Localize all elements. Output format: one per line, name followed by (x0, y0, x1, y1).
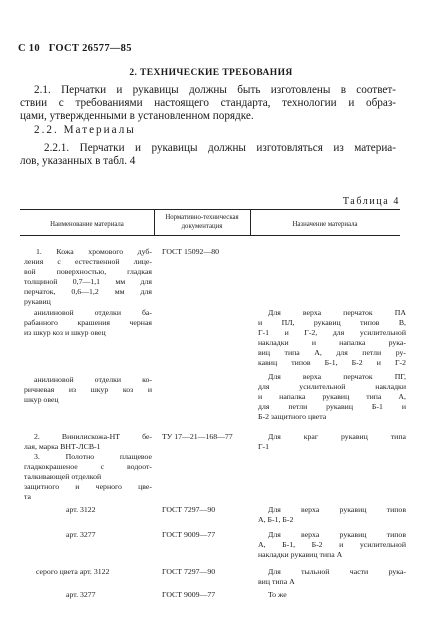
page-number: С 10 (18, 43, 40, 54)
table-top-rule (20, 209, 400, 210)
r1b-purpose-line-2: для усилительной накладки (258, 382, 406, 391)
r1a-name-line-1: анилиновой отделки ба- (34, 308, 152, 317)
standard-number: ГОСТ 26577—85 (48, 43, 132, 54)
para-2-1-line-2: ствии с требованиями настоящего стандарта, технологии и образ- (20, 97, 396, 109)
r3c-doc: ГОСТ 7297—90 (162, 567, 216, 576)
r2-purpose-line-2: Г-1 (258, 442, 270, 451)
r3c-name: серого цвета арт. 3122 (36, 567, 110, 576)
r1-name-line-5: перчаток, 0,6—1,2 мм для (24, 287, 152, 296)
r3a-doc: ГОСТ 7297—90 (162, 505, 216, 514)
page-header (18, 43, 132, 54)
r1b-purpose-line-3: и напалка рукавиц типа А, (258, 392, 406, 401)
th-material-name: Наименование материала (50, 221, 124, 228)
r1b-purpose-line-4: для петли рукавиц Б-1 и (258, 402, 406, 411)
r1a-purpose-line-4: накладки и напалка рука- (258, 338, 406, 347)
r1a-name-line-2: рабанного крашения черная (24, 318, 152, 327)
r3b-doc: ГОСТ 9009—77 (162, 530, 216, 539)
r1a-purpose-line-1: Для верха перчаток ПА (268, 308, 406, 317)
r1-name-line-6: рукавиц (24, 297, 51, 306)
r3d-purpose: То же (268, 590, 287, 599)
r3b-purpose-line-1: Для верха рукавиц типов (268, 530, 406, 539)
r3b-purpose-line-3: накладки рукавиц типа А (258, 550, 343, 559)
r3-name-line-4: защитного и черного цве- (24, 482, 152, 491)
r3a-purpose-line-2: А, Б-1, Б-2 (258, 515, 294, 524)
r3c-purpose-line-2: виц типа А (258, 577, 295, 586)
r3a-purpose-line-1: Для верха рукавиц типов (268, 505, 406, 514)
r1-doc: ГОСТ 15092—80 (162, 247, 220, 256)
r1-name-line-3: вой поверхностью, гладкая (24, 267, 152, 276)
r1-name-line-1: 1. Кожа хромового дуб- (36, 247, 152, 256)
r1a-purpose-line-2: и ПЛ, рукавиц типов В, (258, 318, 406, 327)
r3-name-line-1: 3. Полотно плащевое (34, 452, 152, 461)
para-2-2-heading: 2.2. Материалы (34, 124, 136, 136)
table-caption: Таблица 4 (342, 196, 400, 207)
para-2-1-line-1: 2.1. Перчатки и рукавицы должны быть изготовлены в соответ- (34, 84, 396, 96)
r3b-purpose-line-2: А, Б-1, Б-2 и усилительной (258, 540, 406, 549)
para-2-2-1-line-2: лов, указанных в табл. 4 (20, 155, 136, 167)
r1b-purpose-line-1: Для верха перчаток ПГ, (268, 372, 406, 381)
r2-name-line-2: лая, марка ВНТ-ЛСВ-1 (24, 442, 101, 451)
r1-name-line-4: толщиной 0,7—1,1 мм для (24, 277, 152, 286)
r1-name-line-2: ления с естественной лице- (24, 257, 152, 266)
r1a-name-line-3: из шкур коз и шкур овец (24, 328, 106, 337)
r3d-doc: ГОСТ 9009—77 (162, 590, 216, 599)
r1a-purpose-line-5: виц типа А, для петли ру- (258, 348, 406, 357)
r3-name-line-5: та (24, 492, 31, 501)
r1b-purpose-line-5: Б-2 защитного цвета (258, 412, 327, 421)
section-title: 2. ТЕХНИЧЕСКИЕ ТРЕБОВАНИЯ (129, 68, 293, 78)
th-material-purpose: Назначение материала (292, 221, 358, 228)
r1a-purpose-line-6: кавиц типов Б-1, Б-2 и Г-2 (258, 358, 406, 367)
para-2-1-line-3: цами, утвержденными в установленном порядке. (20, 110, 254, 122)
para-2-2-1-line-1: 2.2.1. Перчатки и рукавицы должны изготовляться из материа- (44, 142, 396, 154)
r2-name-line-1: 2. Винилискожа-НТ бе- (34, 432, 152, 441)
r1b-name-line-1: анилиновой отделки ко- (34, 375, 152, 384)
r2-doc: ТУ 17—21—168—77 (162, 432, 233, 441)
table-header-rule (20, 235, 400, 236)
r3b-article: арт. 3277 (66, 530, 96, 539)
r3d-article: арт. 3277 (66, 590, 96, 599)
r1b-name-line-2: ричневая из шкур коз и (24, 385, 152, 394)
r3-name-line-3: талкивающей отделкой (24, 472, 102, 481)
th-normative-doc-2: документация (181, 223, 223, 230)
th-normative-doc-1: Нормативно-техническая (165, 214, 239, 221)
r3a-article: арт. 3122 (66, 505, 96, 514)
r3c-purpose-line-1: Для тыльной части рука- (268, 567, 406, 576)
r3-name-line-2: гладкокрашеное с водоот- (24, 462, 152, 471)
r1a-purpose-line-3: Г-1 и Г-2, для усилительной (258, 328, 406, 337)
r2-purpose-line-1: Для краг рукавиц типа (268, 432, 406, 441)
r1b-name-line-3: шкур овец (24, 395, 59, 404)
